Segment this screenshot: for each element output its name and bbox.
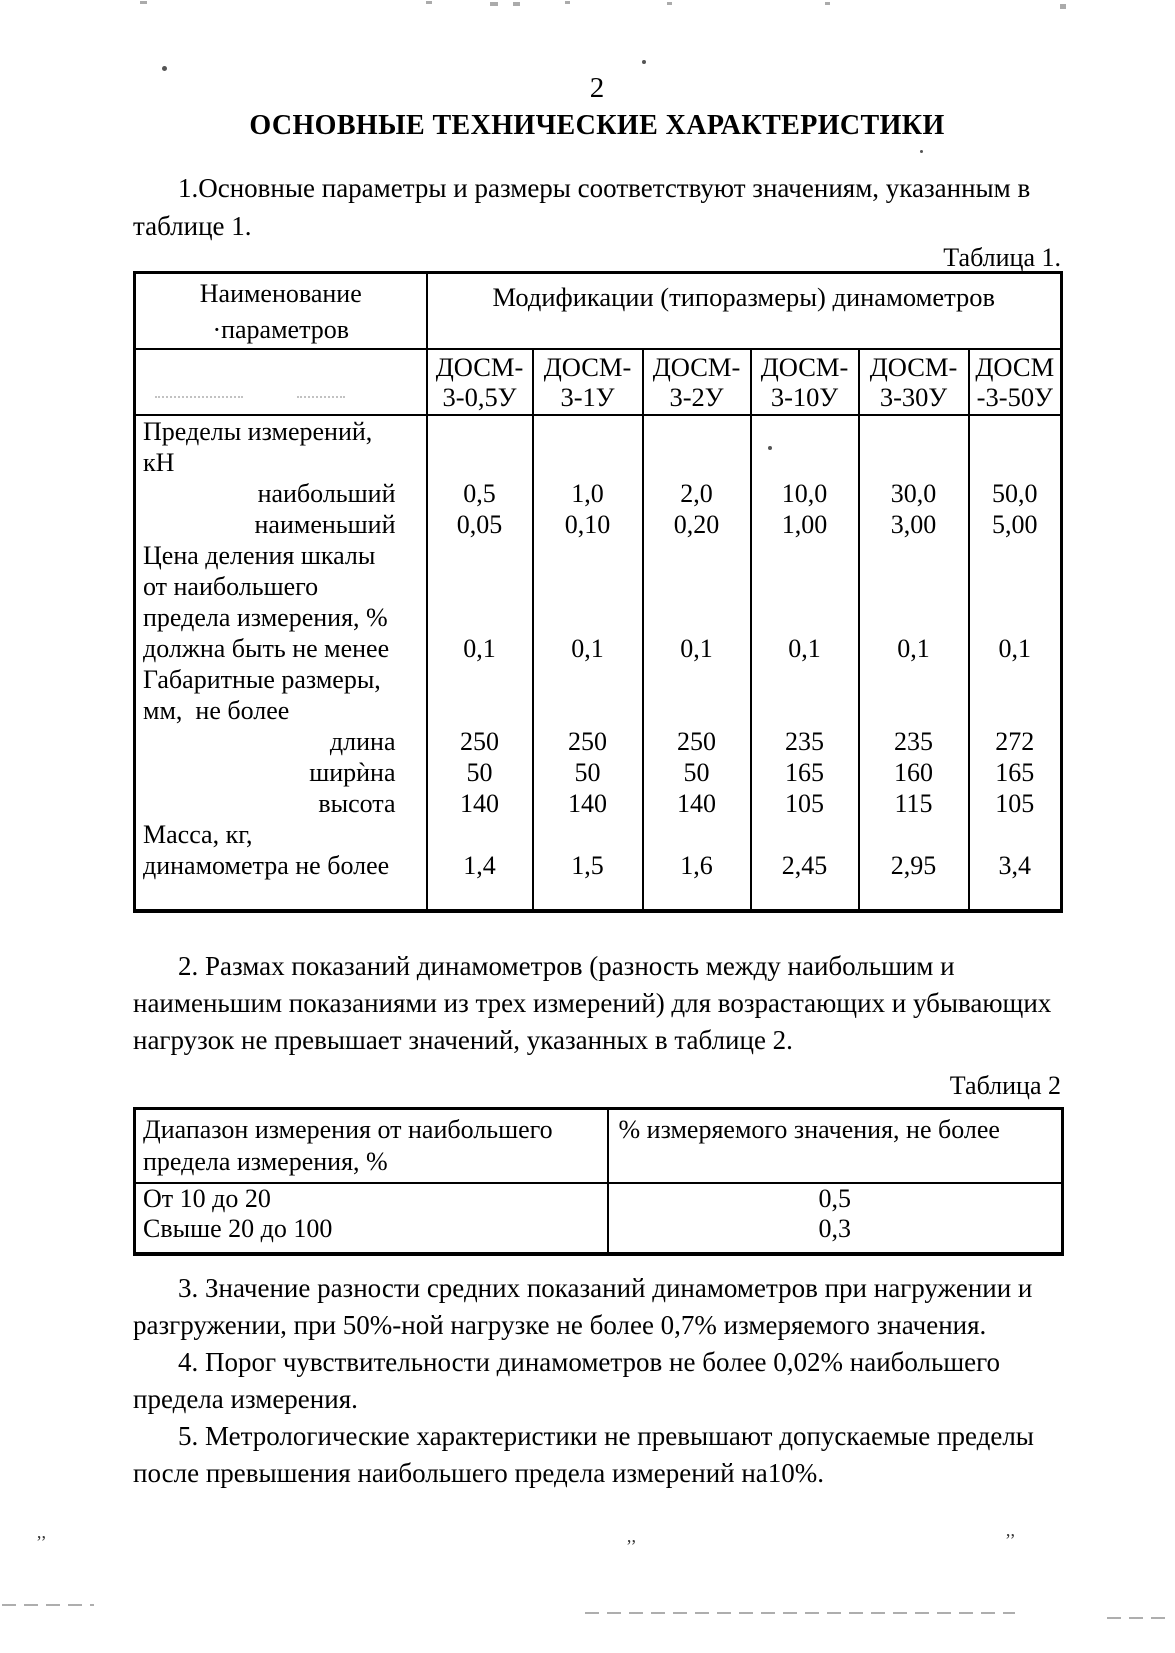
scan-artifact: ’’ <box>36 1532 47 1552</box>
table2-col1-header: Диапазон измерения от наибольшего предела измерения, % <box>135 1109 608 1184</box>
paragraph-line: 4. Порог чувствительности динамометров не более 0,02% наибольшего <box>178 1347 1001 1377</box>
model-header: ДОСМ -3-50У <box>969 349 1062 415</box>
table-row <box>135 540 1062 571</box>
scan-artifact: ’’ <box>626 1536 637 1556</box>
paragraph-line: наименьшим показаниями из трех измерений) для возрастающих и убывающих <box>133 988 1052 1018</box>
param-label: высота <box>318 789 396 818</box>
scan-artifact <box>140 1 147 4</box>
scan-artifact <box>667 2 672 5</box>
paragraph-1 <box>133 169 1061 245</box>
table-row <box>135 602 1062 633</box>
range-cell: От 10 до 20 <box>143 1184 271 1213</box>
param-label: наибольший <box>257 479 396 508</box>
paragraphs-3-4-5 <box>133 1270 1061 1492</box>
param-label: Габаритные размеры, <box>143 665 381 694</box>
model-header: ДОСМ- 3-10У <box>751 349 859 415</box>
scan-artifact <box>1060 4 1066 9</box>
table-2 <box>133 1107 1064 1256</box>
table1-model-row <box>135 349 1062 415</box>
scan-artifact <box>642 60 646 64</box>
paragraph-line: 2. Размах показаний динамометров (разность между наибольшим и <box>178 951 955 981</box>
scan-artifact <box>768 446 772 450</box>
range-cell: Свыше 20 до 100 <box>143 1214 333 1243</box>
table-row <box>135 1214 1063 1254</box>
model-header: ДОСМ- 3-30У <box>859 349 969 415</box>
scan-artifact <box>490 2 498 6</box>
value-cell: 0,3 <box>608 1214 1063 1254</box>
table2-caption: Таблица 2 <box>949 1071 1061 1100</box>
scan-artifact <box>297 396 345 398</box>
table1-empty-header-cell <box>135 349 427 415</box>
scan-artifact <box>513 2 520 6</box>
param-label: ширѝна <box>309 758 396 787</box>
scan-artifact <box>155 396 243 398</box>
table-row <box>135 571 1062 602</box>
scan-artifact: ’’ <box>1005 1530 1016 1550</box>
model-header: ДОСМ- 3-1У <box>533 349 643 415</box>
paragraph-line: после превышения наибольшего предела измерений на10%. <box>133 1458 825 1488</box>
param-label: кН <box>143 448 175 477</box>
param-label: Пределы измерений, <box>143 417 373 446</box>
paragraph-line: таблице 1. <box>133 211 252 241</box>
table-row <box>135 415 1062 447</box>
param-label: мм, не более <box>143 696 290 725</box>
scan-artifact <box>426 1 432 4</box>
paragraph-line: 5. Метрологические характеристики не превышают допускаемые пределы <box>178 1421 1034 1451</box>
scan-artifact <box>585 1612 1015 1614</box>
table-row <box>135 664 1062 695</box>
param-label: Цена деления шкалы <box>143 541 376 570</box>
model-header: ДОСМ- 3-2У <box>643 349 751 415</box>
table-row: должна быть не менее 0,1 0,1 0,1 0,1 0,1 0,1 <box>135 633 1062 664</box>
param-label: от наибольшего <box>143 572 319 601</box>
table-row <box>135 881 1062 911</box>
paragraph-line: 1.Основные параметры и размеры соответствуют значениям, указанным в <box>178 173 1031 203</box>
table-row: наибольший 0,5 1,0 2,0 10,0 30,0 50,0 <box>135 478 1062 509</box>
param-label: должна быть не менее <box>143 634 390 663</box>
scan-artifact <box>825 2 830 5</box>
table-1 <box>133 271 1063 913</box>
model-header: ДОСМ- 3-0,5У <box>427 349 533 415</box>
table1-caption: Таблица 1. <box>943 243 1061 272</box>
param-label: предела измерения, % <box>143 603 388 632</box>
scan-artifact <box>162 66 167 71</box>
scan-artifact <box>565 1 570 4</box>
scan-artifact <box>920 150 923 153</box>
param-label: динамометра не более <box>143 851 390 880</box>
table1-col1-header: Наименование ·параметров <box>135 273 427 350</box>
table-row <box>135 695 1062 726</box>
page-number: 2 <box>589 72 605 104</box>
paragraph-line: разгружении, при 50%-ной нагрузке не более 0,7% измеряемого значения. <box>133 1310 987 1340</box>
paragraph-2 <box>133 948 1061 1059</box>
paragraph-line: предела измерения. <box>133 1384 358 1414</box>
value-cell: 0,5 <box>608 1183 1063 1214</box>
table-row: динамометра не более 1,4 1,5 1,6 2,45 2,95 3,4 <box>135 850 1062 881</box>
table2-col2-header: % измеряемого значения, не более <box>608 1109 1063 1184</box>
table-row: наименьший 0,05 0,10 0,20 1,00 3,00 5,00 <box>135 509 1062 540</box>
param-label: длина <box>329 727 396 756</box>
table2-header-row <box>135 1109 1063 1184</box>
table-row <box>135 447 1062 478</box>
param-label: наименьший <box>254 510 396 539</box>
paragraph-line: нагрузок не превышает значений, указанных в таблице 2. <box>133 1025 793 1055</box>
doc-title: ОСНОВНЫЕ ТЕХНИЧЕСКИЕ ХАРАКТЕРИСТИКИ <box>249 110 945 141</box>
table-row <box>135 1183 1063 1214</box>
table-row: ширѝна 50 50 50 165 160 165 <box>135 757 1062 788</box>
table1-span-header: Модификации (типоразмеры) динамометров <box>427 273 1062 350</box>
table-row: высота 140 140 140 105 115 105 <box>135 788 1062 819</box>
param-label: Масса, кг, <box>143 820 253 849</box>
table-row: длина 250 250 250 235 235 272 <box>135 726 1062 757</box>
scan-artifact <box>1107 1617 1169 1619</box>
table-row <box>135 819 1062 850</box>
scan-artifact <box>2 1604 94 1606</box>
table1-header-row <box>135 273 1062 350</box>
paragraph-line: 3. Значение разности средних показаний динамометров при нагружении и <box>178 1273 1033 1303</box>
